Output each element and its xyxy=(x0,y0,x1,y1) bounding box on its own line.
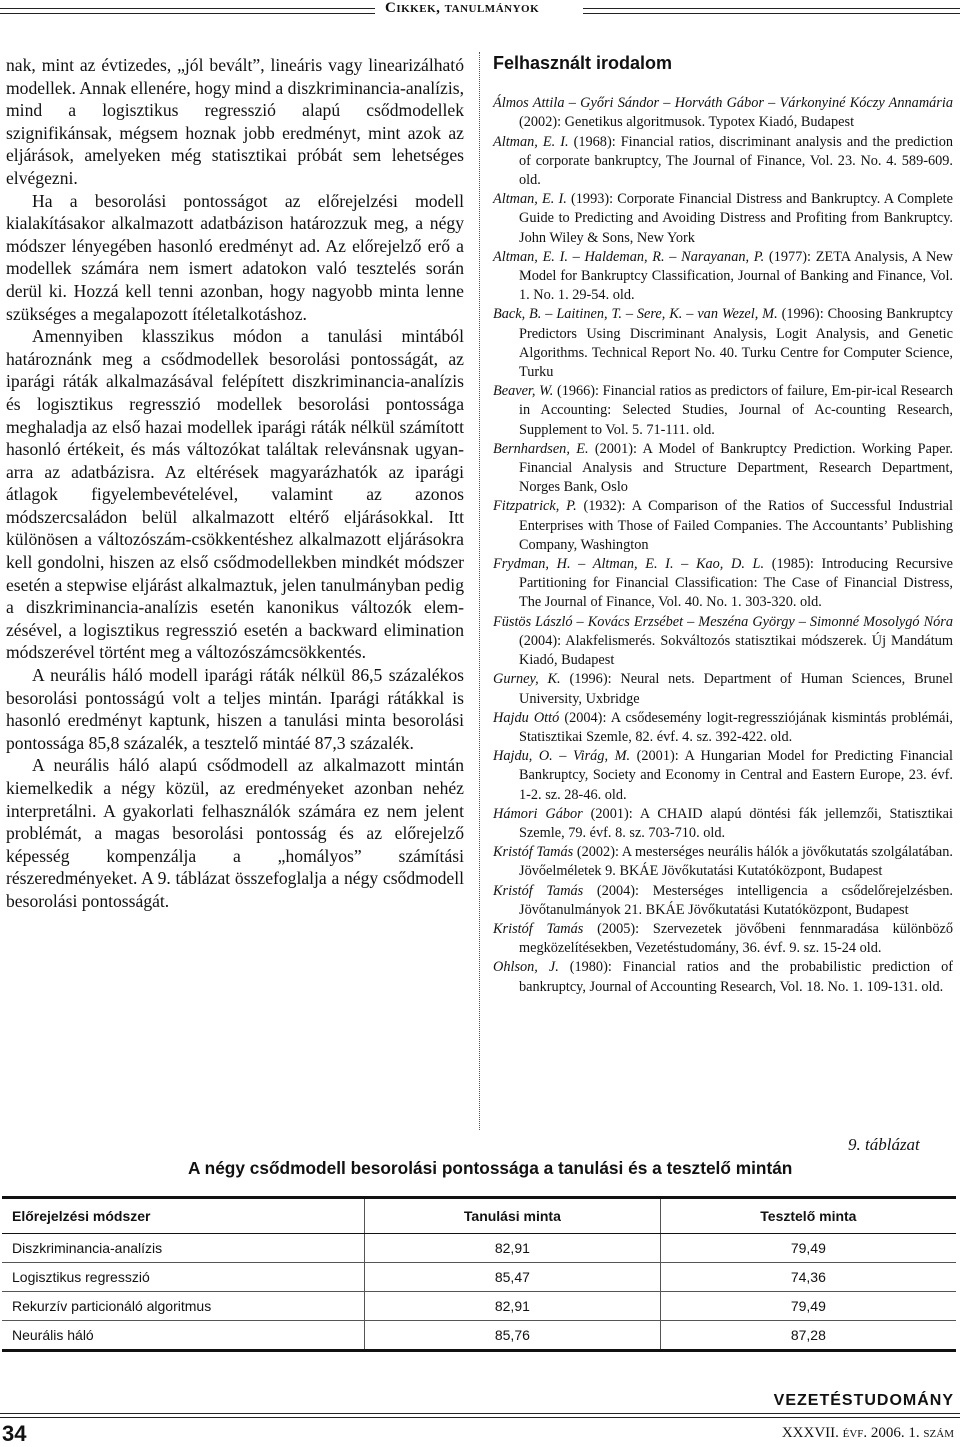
footer-rule-left xyxy=(0,1413,70,1418)
references-list xyxy=(493,94,953,997)
table-cell: 79,49 xyxy=(660,1292,956,1321)
reference-details: (1966): Financial ratios as predictors of failure, Em-pir-ical Research in Accounting: Selected Studies, Journal of Ac-counting Research, Supplement to Vol. 5. 71-111. old. xyxy=(519,383,953,438)
reference-item xyxy=(493,248,953,306)
header-rule-right xyxy=(583,8,960,14)
reference-item xyxy=(493,958,953,996)
reference-item xyxy=(493,133,953,191)
reference-authors: Altman, E. I. xyxy=(493,133,569,150)
reference-item xyxy=(493,497,953,555)
reference-item xyxy=(493,747,953,805)
reference-item xyxy=(493,190,953,248)
reference-authors: Kristóf Tamás xyxy=(493,844,574,861)
reference-authors: Altman, E. I. xyxy=(493,191,567,208)
table-cell: 87,28 xyxy=(660,1321,956,1351)
reference-authors: Frydman, H. – Altman, E. I. – Kao, D. L. xyxy=(493,556,765,573)
journal-name: VEZETÉSTUDOMÁNY xyxy=(773,1392,954,1409)
table-header-cell: Tesztelő minta xyxy=(660,1198,956,1234)
reference-item xyxy=(493,613,953,671)
reference-details: (2001): A CHAID alapú döntési fák jellemzői, Statisztikai Szemle, 79. évf. 8. sz. 703-710. old. xyxy=(519,805,953,841)
footer-rule-right xyxy=(70,1413,960,1418)
body-paragraph: nak, mint az évtizedes, „jól bevált”, lineáris vagy linearizálható modellek. Annak ellenére, hogy mind a diszkriminancia-analízis, mind a logisztikus regresszió alapú csődmodellek szignifikánsak, mégsem hoznak jobb eredményt, mint azok az eljárások, amelyeken még statisztikai próbát sem lehetséges elvégezni. xyxy=(6,55,464,188)
reference-authors: Bernhardsen, E. xyxy=(493,440,589,457)
reference-item xyxy=(493,94,953,132)
header-rule-left xyxy=(0,8,375,14)
table-cell: 85,76 xyxy=(365,1321,661,1351)
reference-item xyxy=(493,305,953,382)
body-paragraph: Ha a besorolási pontosságot az előrejelzési modell kialakításakor alkalmazott adatbázison határozzuk meg, a négy módszer lényegében hasonló eredményt ad. Az előrejelző erő a modellek számára nem ismert adatokon való tesztelés során derül ki. Hozzá kell tenni azonban, hogy nagyobb minta lenne szükséges a megalapozott ítéletalkotáshoz. xyxy=(6,190,464,324)
reference-details: (1993): Corporate Financial Distress and Bankruptcy. A Complete Guide to Predicting and Avoiding Distress and Profiting from Bankruptcy. John Wiley & Sons, New York xyxy=(519,191,953,246)
table-header-cell: Tanulási minta xyxy=(365,1198,661,1234)
table-cell: 82,91 xyxy=(365,1234,661,1263)
reference-item xyxy=(493,843,953,881)
results-table xyxy=(2,1196,956,1352)
table-cell: Diszkriminancia-analízis xyxy=(2,1234,365,1263)
table-number: 9. táblázat xyxy=(848,1135,920,1154)
body-paragraph: Amennyiben klasszikus módon a tanulási mintából határoznánk meg a csődmodellek besorolási pontosságát, az iparági ráták alkalmazásával felépített diszkriminancia-analízis és logisztikus regresszió modellek besorolási pontossága meghaladja az első hazai modellek iparági ráták nélkül számított hasonló értékeit, és más változókat találtak relevánsnak ugyanarra az adatbázisra. Az eltérések magyarázhatók az iparági átlagok figyelembevételével, valamint az azonos módszercsaládon belül alkalmazott eltérő eljárásokkal. Itt különösen a változószám-csökkentéshez alkalmazott eljárásokra kell gondolni, hiszen az első csődmodellekben mindkét módszer esetén a stepwise eljárást alkalmaztuk, jelen tanulmányban pedig a diszkriminancia-analízis esetén kanonikus változók elemzésével, a logisztikus regresszió esetén a backward elimination módszerével történt meg a változószámcsökkentés. xyxy=(6,326,464,663)
references-title: Felhasznált irodalom xyxy=(493,53,673,73)
table-row xyxy=(2,1263,956,1292)
table-cell: 79,49 xyxy=(660,1234,956,1263)
reference-details: (2001): A Hungarian Model for Predicting Financial Bankruptcy, Society and Economy in Central and Eastern Europe, 23. évf. 1-2. sz. 28-46. old. xyxy=(519,748,953,803)
table-cell: Neurális háló xyxy=(2,1321,365,1351)
reference-authors: Fitzpatrick, P. xyxy=(493,498,577,515)
table-row xyxy=(2,1321,956,1351)
reference-details: (1985): Introducing Recursive Partitioning for Financial Classification: The Case of Financial Distress, The Journal of Finance, Vol. 40. No. 1. 303-320. old. xyxy=(519,556,953,611)
column-divider xyxy=(479,52,480,1130)
table-cell: 74,36 xyxy=(660,1263,956,1292)
reference-item xyxy=(493,382,953,440)
reference-details: (1932): A Comparison of the Ratios of Successful Industrial Enterprises with Those of Failed Companies. The Accountants’ Publishing Company, Washington xyxy=(519,498,953,553)
table-cell: Rekurzív particionáló algoritmus xyxy=(2,1292,365,1321)
table-cell: Logisztikus regresszió xyxy=(2,1263,365,1292)
issue-info: XXXVII. évf. 2006. 1. szám xyxy=(781,1425,954,1441)
reference-authors: Álmos Attila – Győri Sándor – Horváth Gábor – Várkonyiné Kóczy Annamária xyxy=(493,95,953,112)
reference-authors: Hámori Gábor xyxy=(493,805,583,822)
reference-item xyxy=(493,709,953,747)
reference-item xyxy=(493,670,953,708)
reference-details: (2004): A csődesemény logit-regressziójának kismintás problémái, Statisztikai Szemle, 82. évf. 4. sz. 392-422. old. xyxy=(519,709,954,745)
reference-details: (2002): Genetikus algoritmusok. Typotex Kiadó, Budapest xyxy=(519,114,855,131)
reference-authors: Back, B. – Laitinen, T. – Sere, K. – van Wezel, M. xyxy=(493,306,778,323)
page-number: 34 xyxy=(2,1421,27,1446)
reference-item xyxy=(493,920,953,958)
table-row xyxy=(2,1234,956,1263)
body-text-column xyxy=(6,54,464,913)
body-paragraph: A neurális háló alapú csődmodell az alkalmazott mintán kiemelkedik a négy közül, az eredményeket azonban nehéz interpretálni. A gyakorlati felhasználók számára ez nem jelent problémát, a magas besorolási pontosság és az előrejelző képesség kompenzálja a „homályos” számítási részeredményeket. A 9. táblázat összefoglalja a négy csődmodell besorolási pontosságát. xyxy=(6,755,464,911)
reference-authors: Beaver, W. xyxy=(493,383,554,400)
reference-details: (1980): Financial ratios and the probabilistic prediction of bankruptcy, Journal of Accounting Research, Vol. 18. No. 1. 109-131. old. xyxy=(519,959,953,995)
reference-authors: Kristóf Tamás xyxy=(493,920,584,937)
table-header-cell: Előrejelzési módszer xyxy=(2,1198,365,1234)
reference-details: (2004): Mesterséges intelligencia a csődelőrejelzésben. Jövőtanulmányok 21. BKÁE Jövőkutatási Kutatóközpont, Budapest xyxy=(519,882,953,918)
reference-authors: Kristóf Tamás xyxy=(493,882,584,899)
reference-details: (1996): Neural nets. Department of Human Sciences, Brunel University, Uxbridge xyxy=(519,671,953,707)
reference-details: (2001): A Model of Bankruptcy Prediction. Working Paper. Financial Analysis and Structure Department, Research Department, Norges Bank, Oslo xyxy=(519,440,953,496)
reference-authors: Gurney, K. xyxy=(493,671,561,688)
reference-authors: Hajdu, O. – Virág, M. xyxy=(493,748,631,765)
reference-authors: Füstös László – Kovács Erzsébet – Meszéna György – Simonné Mosolygó Nóra xyxy=(493,613,953,630)
table-row xyxy=(2,1292,956,1321)
table-header-row xyxy=(2,1198,956,1234)
reference-item xyxy=(493,882,953,920)
reference-details: (1996): Choosing Bankruptcy Predictors Using Discriminant Analysis, Logit Analysis, and Genetic Algorithms. Technical Report No. 40. Turku Centre for Computer Science, Turku xyxy=(519,306,954,381)
reference-details: (1977): ZETA Analysis, A New Model for Bankruptcy Classification, Journal of Banking and Finance, Vol. 1. No. 1. 29-54. old. xyxy=(519,248,953,304)
reference-item xyxy=(493,805,953,843)
reference-authors: Altman, E. I. – Haldeman, R. – Narayanan, P. xyxy=(493,248,765,265)
table-cell: 82,91 xyxy=(365,1292,661,1321)
running-header: Cikkek, tanulmányok xyxy=(385,0,540,16)
reference-authors: Hajdu Ottó xyxy=(493,709,560,726)
table-title: A négy csődmodell besorolási pontossága a tanulási és a tesztelő mintán xyxy=(188,1158,793,1178)
body-paragraph: A neurális háló modell iparági ráták nélkül 86,5 százalékos besorolási pontosságú volt a teljes mintán. Iparági rátákkal is hasonló eredményt kaptunk, hiszen a tanulási minta besorolási pontossága 85,8 százalék, a tesztelő mintáé 87,3 százalék. xyxy=(6,665,464,753)
reference-item xyxy=(493,440,953,498)
reference-details: (2002): A mesterséges neurális hálók a jövőkutatás szolgálatában. Jövőelméletek 9. BKÁE Jövőkutatási Kutatóközpont, Budapest xyxy=(519,844,953,880)
reference-item xyxy=(493,555,953,613)
reference-details: (1968): Financial ratios, discriminant analysis and the prediction of corporate bankruptcy, The Journal of Finance, Vol. 23. No. 4. 589-609. old. xyxy=(519,133,954,189)
reference-details: (2004): Alakfelismerés. Sokváltozós statisztikai módszerek. Új Mandátum Kiadó, Budapest xyxy=(519,632,953,669)
reference-details: (2005): Szervezetek jövőbeni fennmaradása különböző megközelítésekben, Vezetéstudomány, 36. évf. 9. sz. 15-24 old. xyxy=(519,920,953,957)
reference-authors: Ohlson, J. xyxy=(493,959,559,976)
references-column xyxy=(493,52,953,997)
table-cell: 85,47 xyxy=(365,1263,661,1292)
